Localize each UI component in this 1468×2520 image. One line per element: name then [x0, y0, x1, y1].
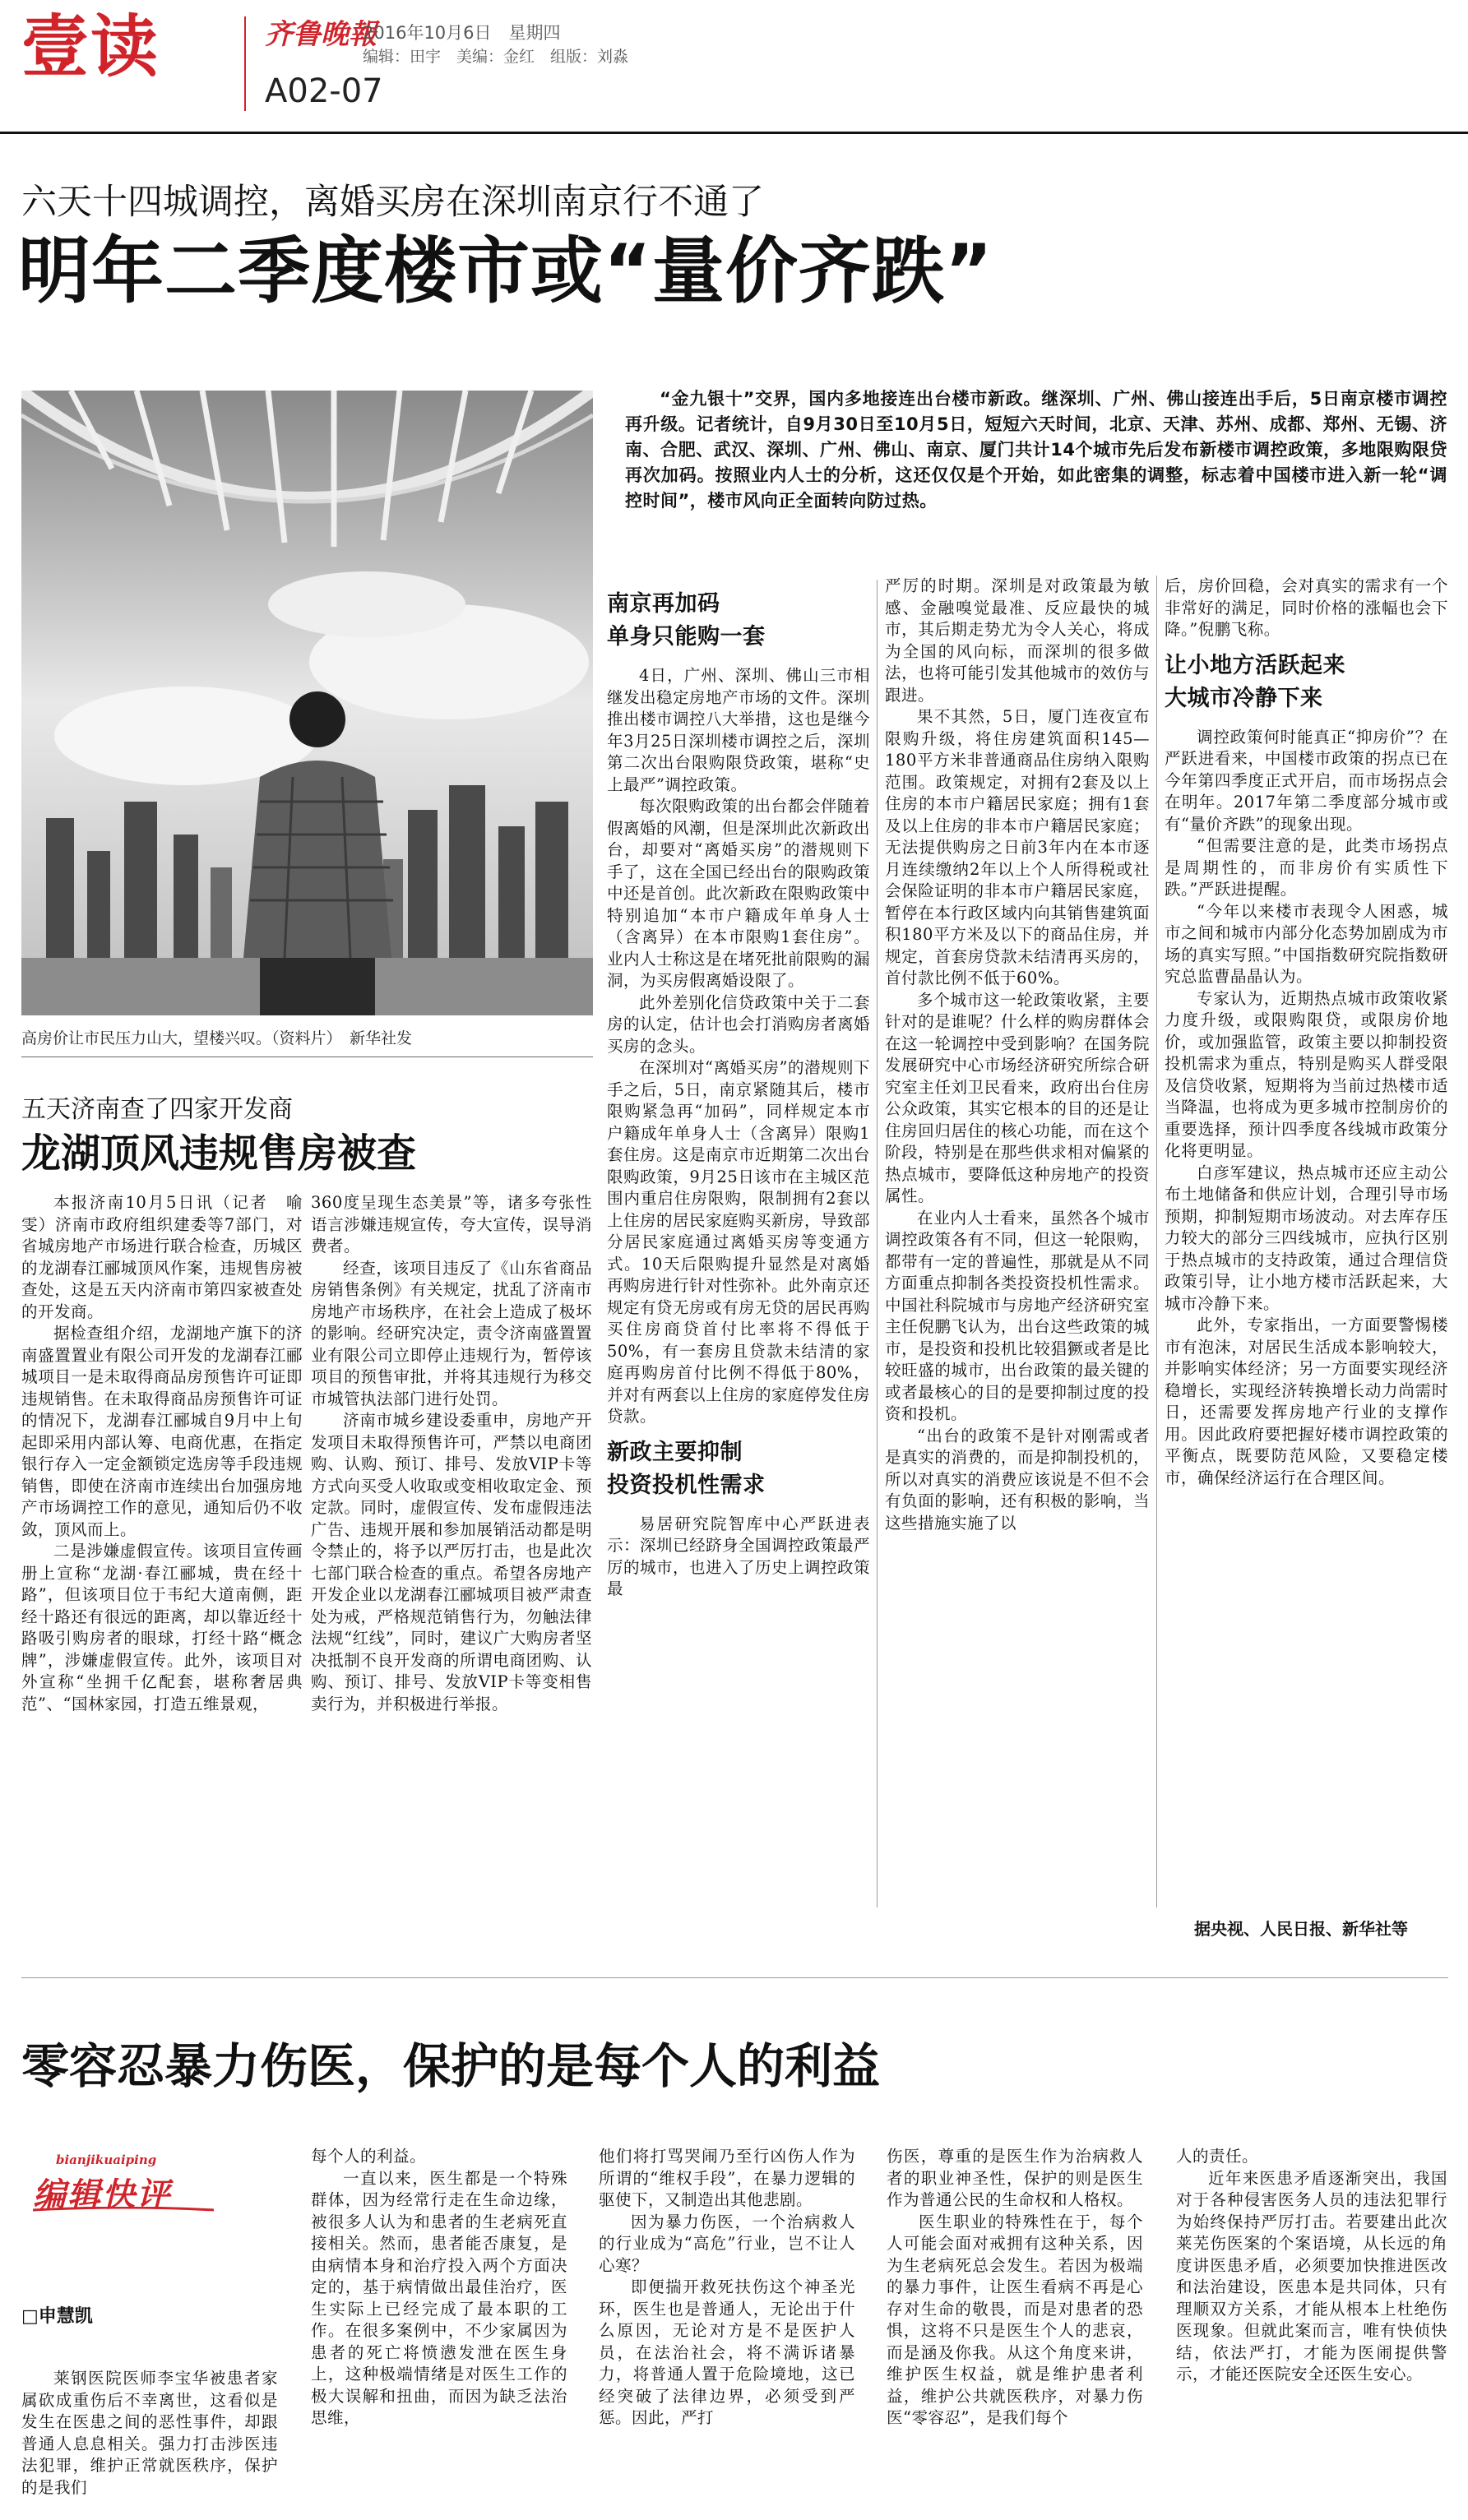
story1-photo [21, 391, 593, 1015]
issue-date: 2016年10月6日 星期四 [363, 23, 561, 43]
masthead-rule [0, 132, 1468, 134]
section-title: 壹读 [21, 8, 160, 86]
editors-credit: 编辑：田宇 美编：金红 组版：刘淼 [363, 48, 629, 66]
story3-column-3: 伤医，尊重的是医生作为治病救人者的职业神圣性，保护的则是医生作为普通公民的生命权和人格权。 医生职业的特殊性在于，每个人可能会面对戒拥有这种关系，因为生老病死总会发生。若因为极端的暴力事件，让医生看病不再是心存对生命的敬畏，而是对患者的恐惧，这将不只是医生个人的悲哀，而是涵及你我。从这个角度来讲，维护医生权益，就是维护患者利益，维护公共就医秩序，对暴力伤医“零容忍”，是我们每个 [887, 2147, 1143, 2427]
column-rule [1156, 576, 1157, 1907]
story1-column-3: 后，房价回稳，会对真实的需求有一个非常好的满足，同时价格的涨幅也会下降。”倪鹏飞称。 让小地方活跃起来 大城市冷静下来 调控政策何时能真正“抑房价”？在严跃进看来，中国楼市政策的拐点已在今年第四季度正式开启，而市场拐点会在明年。2017年第二季度部分城市或有“量价齐跌”的现象出现。 “但需要注意的是，此类市场拐点是周期性的，而非房价有实质性下跌。”严跃进提醒。 “今年以来楼市表现令人困惑，城市之间和城市内部分化态势加剧成为市场的真实写照。”中国指数研究院指数研究总监曹晶晶认为。 专家认为，近期热点城市政策收紧力度升级，或限购限贷，或限房价地价，或加强监管，政策主要以抑制投资投机需求为重点，特别是购买人群受限及信贷收紧，短期将为当前过热楼市适当降温，也将成为更多城市控制房价的重要选择，预计四季度各线城市政策分化将更明显。 白彦军建议，热点城市还应主动公布土地储备和供应计划，合理引导市场预期，抑制短期市场波动。对去库存压力较大的部分三四线城市，应执行区别于热点城市的支持政策，通过合理信贷政策引导，让小地方楼市活跃起来，大城市冷静下来。 此外，专家指出，一方面要警惕楼市有泡沫，对居民生活成本影响较大，并影响实体经济；另一方面要实现经济稳增长，实现经济转换增长动力尚需时日，还需要发挥房地产行业的支撑作用。因此政府要把握好楼市调控政策的平衡点，既要防范风险，又要稳定楼市，确保经济运行在合理区间。 [1165, 576, 1448, 1487]
story3-column-0: 莱钢医院医师李宝华被患者家属砍成重伤后不幸离世，这看似是发生在医患之间的恶性事件，却跟普通人息息相关。强力打击涉医违法犯罪，维护正常就医秩序，保护的是我们 [21, 2369, 278, 2497]
story3-author: □申慧凯 [21, 2305, 93, 2327]
column-rule [877, 580, 878, 1907]
story3-column-1: 每个人的利益。 一直以来，医生都是一个特殊群体，因为经常行走在生命边缘，被很多人认为和患者的生老病死直接相关。然而，患者能否康复，是由病情本身和治疗投入两个方面决定的，基于病情做出最佳治疗，医生实际上已经完成了最本职的工作。在很多案例中，不少家属因为患者的死亡将愤懑发泄在医生身上，这种极端情绪是对医生工作的极大误解和扭曲，而因为缺乏法治思维， [311, 2147, 567, 2427]
story3-top-rule [21, 1977, 1448, 1978]
subhead-nanjing: 南京再加码 单身只能购一套 [607, 591, 766, 650]
story3-column-4: 人的责任。 近年来医患矛盾逐渐突出，我国对于各种侵害医务人员的违法犯罪行为始终保持严厉打击。若要建出此次莱芜伤医案的个案语境，从长远的角度讲医患矛盾，必须要加快推进医改和法治建设，医患本是共同体，只有理顺双方关系，才能从根本上杜绝伤医现象。但就此案而言，唯有快侦快结，依法严打，才能为医闹提供警示，才能还医院安全还医生安心。 [1176, 2147, 1447, 2384]
editor-review-logo [33, 2152, 280, 2218]
story3-column-2: 他们将打骂哭闹乃至行凶伤人作为所谓的“维权手段”，在暴力逻辑的驱使下，又制造出其他悲剧。 因为暴力伤医，一个治病救人的行业成为“高危”行业，岂不让人心寒？ 即便揣开救死扶伤这个神圣光环，医生也是普通人，无论出于什么原因，无论对方是不是医护人员，在法治社会，将不满诉诸暴力，将普通人置于危险境地，这已经突破了法律边界，必须受到严惩。因此，严打 [599, 2147, 855, 2427]
masthead-divider [244, 16, 246, 111]
logo-text: 编辑快评 [33, 2176, 171, 2214]
story2-headline: 龙湖顶风违规售房被查 [21, 1131, 417, 1177]
story1-headline: 明年二季度楼市或“量价齐跌” [18, 229, 993, 313]
page-number: A02-07 [265, 72, 383, 110]
story2-kicker: 五天济南查了四家开发商 [21, 1095, 293, 1124]
story1-lead: “金九银十”交界，国内多地接连出台楼市新政。继深圳、广州、佛山接连出手后，5日南京楼市调控再升级。记者统计，自9月30日至10月5日，短短六天时间，北京、天津、苏州、成都、郑州、无锡、济南、合肥、武汉、深圳、广州、佛山、南京、厦门共计14个城市先后发布新楼市调控政策，多地限购限贷再次加码。按照业内人士的分析，这还仅仅是个开始，如此密集的调整，标志着中国楼市进入新一轮“调控时间”，楼市风向正全面转向防过热。 [625, 389, 1447, 511]
story1-photo-caption: 高房价让市民压力山大，望楼兴叹。（资料片） 新华社发 [21, 1029, 413, 1047]
story1-column-2: 严厉的时期。深圳是对政策最为敏感、金融嗅觉最准、反应最快的城市，其后期走势尤为令人关心，将成为全国的风向标，而深圳的很多做法，也将可能引发其他城市的效仿与跟进。 果不其然，5日，厦门连夜宣布限购升级，将住房建筑面积145—180平方米非普通商品住房纳入限购范围。政策规定，对拥有2套及以上住房的本市户籍居民家庭；拥有1套及以上住房的非本市户籍居民家庭；无法提供购房之日前3年内在本市逐月连续缴纳2年以上个人所得税或社会保险证明的非本市户籍居民家庭，暂停在本行政区域内向其销售建筑面积180平方米及以下的商品住房，并规定，首套房贷款未结清再买房的，首付款比例不低于60%。 多个城市这一轮政策收紧，主要针对的是谁呢？什么样的购房群体会在这一轮调控中受到影响？在国务院发展研究中心市场经济研究所综合研究室主任刘卫民看来，政府出台住房公众政策，其实它根本的目的还是让住房回归居住的核心功能，而在这个阶段，特别是在那些供求相对偏紧的热点城市，要降低这种房地产的投资属性。 在业内人士看来，虽然各个城市调控政策各有不同，但这一轮限购，都带有一定的普遍性，那就是从不同方面重点抑制各类投资投机性需求。中国社科院城市与房地产经济研究室主任倪鹏飞认为，出台这些政策的城市，是投资和投机比较猖獗或者是比较旺盛的城市，出台政策的最关键的或者最核心的目的是要抑制过度的投资和投机。 “出台的政策不是针对刚需或者是真实的消费的，而是抑制投机的，所以对真实的消费应该说是不但不会有负面的影响，还有积极的影响，当这些措施实施了以 [885, 576, 1150, 1533]
subhead-new-policy: 新政主要抑制 投资投机性需求 [607, 1439, 766, 1498]
newspaper-logo: 齐鲁晚報 [265, 18, 377, 51]
story2-column-a: 本报济南10月5日讯（记者 喻雯）济南市政府组织建委等7部门，对省城房地产市场进行联合检查，历城区的龙湖春江郦城顶风作案，违规售房被查处，这是五天内济南市第四家被查处的开发商。 据检查组介绍，龙湖地产旗下的济南盛置置业有限公司开发的龙湖春江郦城项目一是未取得商品房预售许可证即违规销售。在未取得商品房预售许可证的情况下，龙湖春江郦城自9月中上旬起即采用内部认筹、电商优惠，在指定银行存入一定金额锁定选房等手段违规销售，即使在济南市连续出台加强房地产市场调控工作的意见，通知后仍不收敛，顶风而上。 二是涉嫌虚假宣传。该项目宣传画册上宣称“龙湖·春江郦城，贵在经十路”，但该项目位于韦纪大道南侧，距经十路还有很远的距离，却以靠近经十路吸引购房者的眼球，打经十路“概念牌”，涉嫌虚假宣传。此外，该项目对外宣称“坐拥千亿配套，堪称奢居典范”、“国林家园，打造五维景观， [21, 1193, 303, 1713]
story1-credit: 据央视、人民日报、新华社等 [1194, 1919, 1408, 1939]
story1-kicker: 六天十四城调控，离婚买房在深圳南京行不通了 [21, 182, 764, 223]
story3-headline: 零容忍暴力伤医，保护的是每个人的利益 [21, 2038, 881, 2094]
subhead-small-cities: 让小地方活跃起来 大城市冷静下来 [1165, 652, 1345, 711]
story2-column-b: 360度呈现生态美景”等，诸多夸张性语言涉嫌违规宣传，夸大宣传，误导消费者。 经查，该项目违反了《山东省商品房销售条例》有关规定，扰乱了济南市房地产市场秩序，在社会上造成了极坏的影响。经研究决定，责令济南盛置置业有限公司立即停止违规行为，暂停该项目的预售审批，并将其违规行为移交市城管执法部门进行处罚。 济南市城乡建设委重申，房地产开发项目未取得预售许可，严禁以电商团购、认购、预订、排号、发放VIP卡等方式向买受人收取或变相收取定金、预定款。同时，虚假宣传、发布虚假违法广告、违规开展和参加展销活动都是明令禁止的，将予以严厉打击，也是此次七部门联合检查的重点。希望各房地产开发企业以龙湖春江郦城项目被严肃查处为戒，严格规范销售行为，勿触法律法规“红线”，同时，建议广大购房者坚决抵制不良开发商的所谓电商团购、认购、预订、排号、发放VIP卡等变相售卖行为，并积极进行举报。 [311, 1193, 592, 1713]
story1-column-1: 南京再加码 单身只能购一套 4日，广州、深圳、佛山三市相继发出稳定房地产市场的文件。深圳推出楼市调控八大举措，这也是继今年3月25日深圳楼市调控之后，深圳第二次出台限购限贷政策，堪称“史上最严”调控政策。 每次限购政策的出台都会伴随着假离婚的风潮，但是深圳此次新政出台，却要对“离婚买房”的潜规则下手了，这在全国已经出台的限购政策中还是首创。此次新政在限购政策中特别追加“本市户籍成年单身人士（含离异）在本市限购1套住房”。业内人士称这是在堵死批前限购的漏洞，为买房假离婚设限了。 此外差别化信贷政策中关于二套房的认定，估计也会打消购房者离婚买房的念头。 在深圳对“离婚买房”的潜规则下手之后，5日，南京紧随其后，楼市限购紧急再“加码”，同样规定本市户籍成年单身人士（含离异）限购1套住房。这是南京市近期第二次出台限购政策，9月25日该市在主城区范围内重启住房限购，限制拥有2套以上住房的居民家庭购买新房，导致部分居民家庭通过离婚买房等变通方式。10天后限购提升显然是对离婚再购房进行针对性弥补。此外南京还规定有贷无房或有房无贷的居民再购买住房商贷首付比率将不得低于50%，有一套房且贷款未结清的家庭再购房首付比例不得低于80%，并对有两套以上住房的家庭停发住房贷款。 新政主要抑制 投资投机性需求 易居研究院智库中心严跃进表示：深圳已经跻身全国调控政策最严厉的城市，也进入了历史上调控政策最 [607, 580, 870, 1907]
logo-pinyin: bianjikuaiping [56, 2152, 157, 2167]
